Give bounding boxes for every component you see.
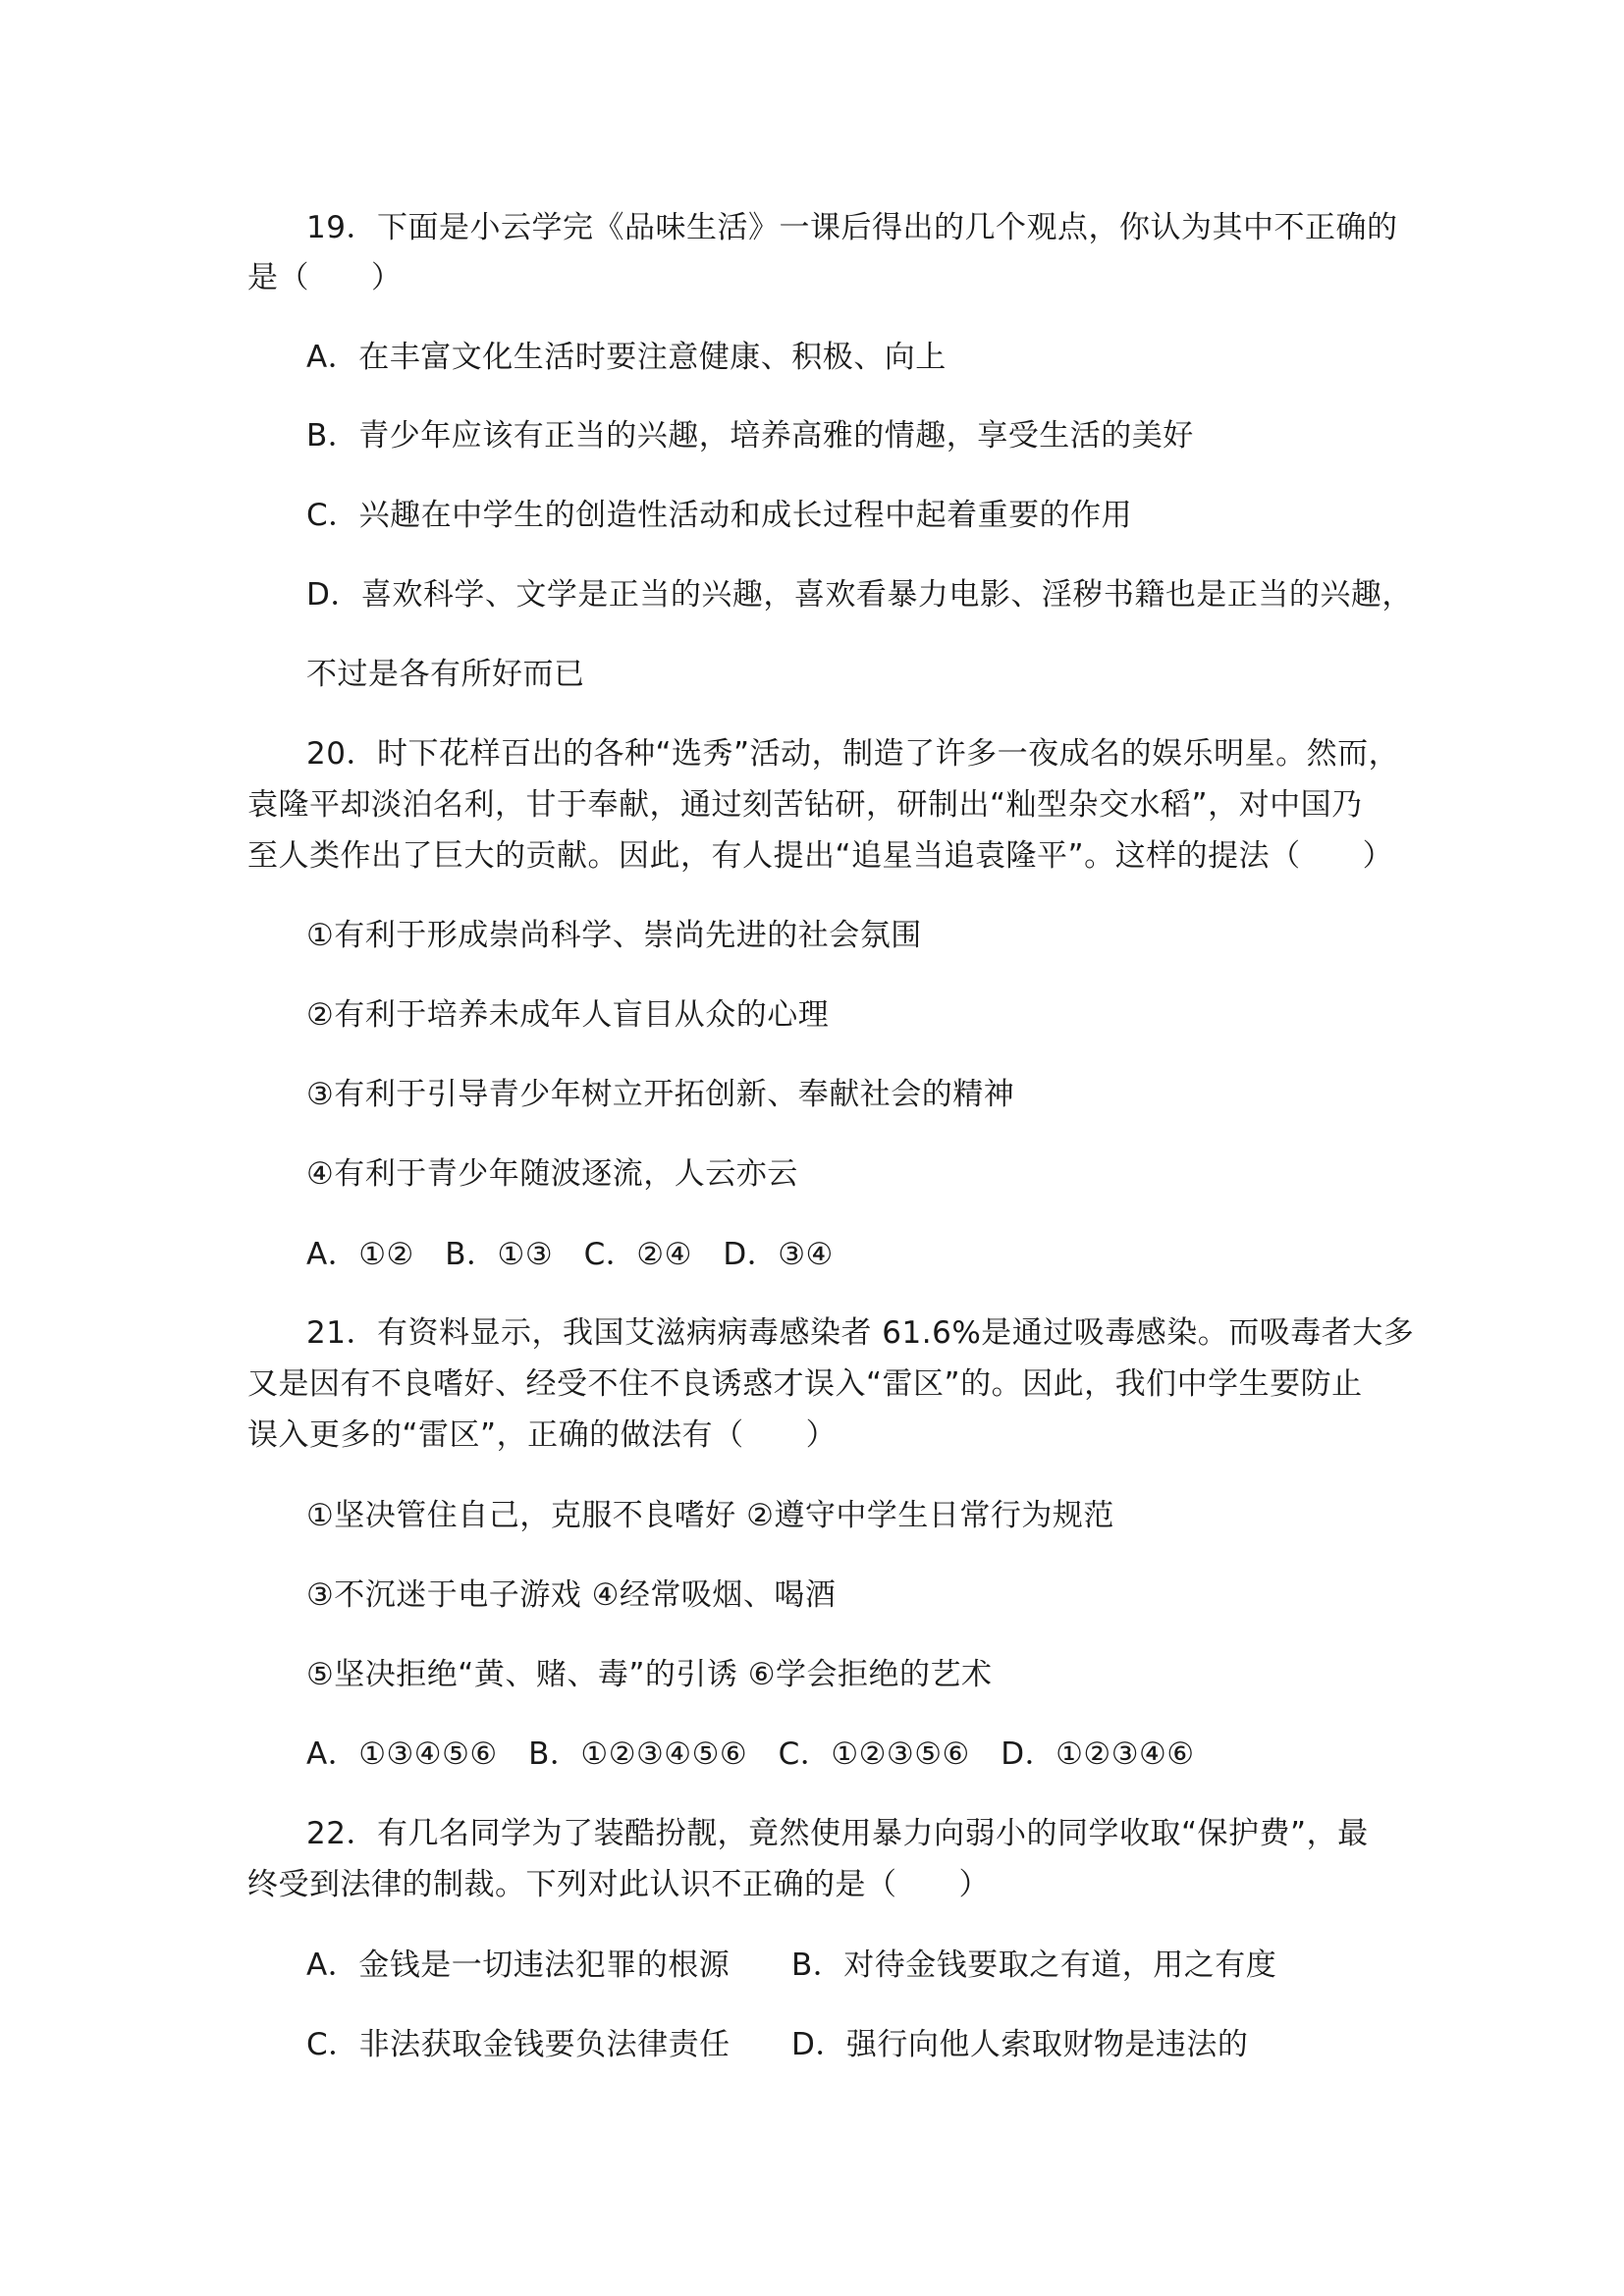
q20-choices: A．①② B．①③ C．②④ D．③④	[306, 1237, 834, 1272]
q21-stem-line3: 误入更多的“雷区”，正确的做法有（ ）	[247, 1417, 838, 1453]
q20-stem-line2: 袁隆平却淡泊名利，甘于奉献，通过刻苦钻研，研制出“籼型杂交水稻”，对中国乃	[247, 787, 1363, 823]
q22-stem-line1: 22．有几名同学为了装酷扮靓，竟然使用暴力向弱小的同学收取“保护费”，最	[306, 1816, 1369, 1851]
q21-item-2: ③不沉迷于电子游戏 ④经常吸烟、喝酒	[306, 1577, 837, 1613]
q21-stem-line2: 又是因有不良嗜好、经受不住不良诱惑才误入“雷区”的。因此，我们中学生要防止	[247, 1366, 1363, 1402]
q19-option-d-cont: 不过是各有所好而已	[306, 657, 585, 692]
q19-option-d: D．喜欢科学、文学是正当的兴趣，喜欢看暴力电影、淫秽书籍也是正当的兴趣，	[306, 577, 1413, 613]
q20-item-4: ④有利于青少年随波逐流，人云亦云	[306, 1156, 798, 1192]
q22-stem-line2: 终受到法律的制裁。下列对此认识不正确的是（ ）	[247, 1867, 990, 1902]
q22-option-d: D．强行向他人索取财物是违法的	[791, 2027, 1249, 2062]
q20-stem-line1: 20．时下花样百出的各种“选秀”活动，制造了许多一夜成名的娱乐明星。然而，	[306, 736, 1400, 772]
q20-item-3: ③有利于引导青少年树立开拓创新、奉献社会的精神	[306, 1077, 1015, 1112]
q22-option-b: B．对待金钱要取之有道，用之有度	[791, 1948, 1277, 1983]
q19-option-a: A．在丰富文化生活时要注意健康、积极、向上	[306, 340, 947, 375]
q22-option-c: C．非法获取金钱要负法律责任	[306, 2027, 731, 2062]
q20-item-1: ①有利于形成崇尚科学、崇尚先进的社会氛围	[306, 918, 922, 953]
q21-choices: A．①③④⑤⑥ B．①②③④⑤⑥ C．①②③⑤⑥ D．①②③④⑥	[306, 1736, 1195, 1772]
q20-item-2: ②有利于培养未成年人盲目从众的心理	[306, 997, 830, 1033]
q21-item-3: ⑤坚决拒绝“黄、赌、毒”的引诱 ⑥学会拒绝的艺术	[306, 1657, 993, 1692]
q21-stem-line1: 21．有资料显示，我国艾滋病病毒感染者 61.6%是通过吸毒感染。而吸毒者大多	[306, 1315, 1415, 1351]
q20-stem-line3: 至人类作出了巨大的贡献。因此，有人提出“追星当追袁隆平”。这样的提法（ ）	[247, 838, 1394, 874]
q19-stem-line1: 19．下面是小云学完《品味生活》一课后得出的几个观点，你认为其中不正确的	[306, 210, 1398, 245]
q19-option-b: B．青少年应该有正当的兴趣，培养高雅的情趣，享受生活的美好	[306, 418, 1194, 454]
q19-stem-line2: 是（ ）	[247, 260, 403, 295]
q22-option-a: A．金钱是一切违法犯罪的根源	[306, 1948, 731, 1983]
q19-option-c: C．兴趣在中学生的创造性活动和成长过程中起着重要的作用	[306, 498, 1133, 533]
q21-item-1: ①坚决管住自己，克服不良嗜好 ②遵守中学生日常行为规范	[306, 1498, 1114, 1533]
